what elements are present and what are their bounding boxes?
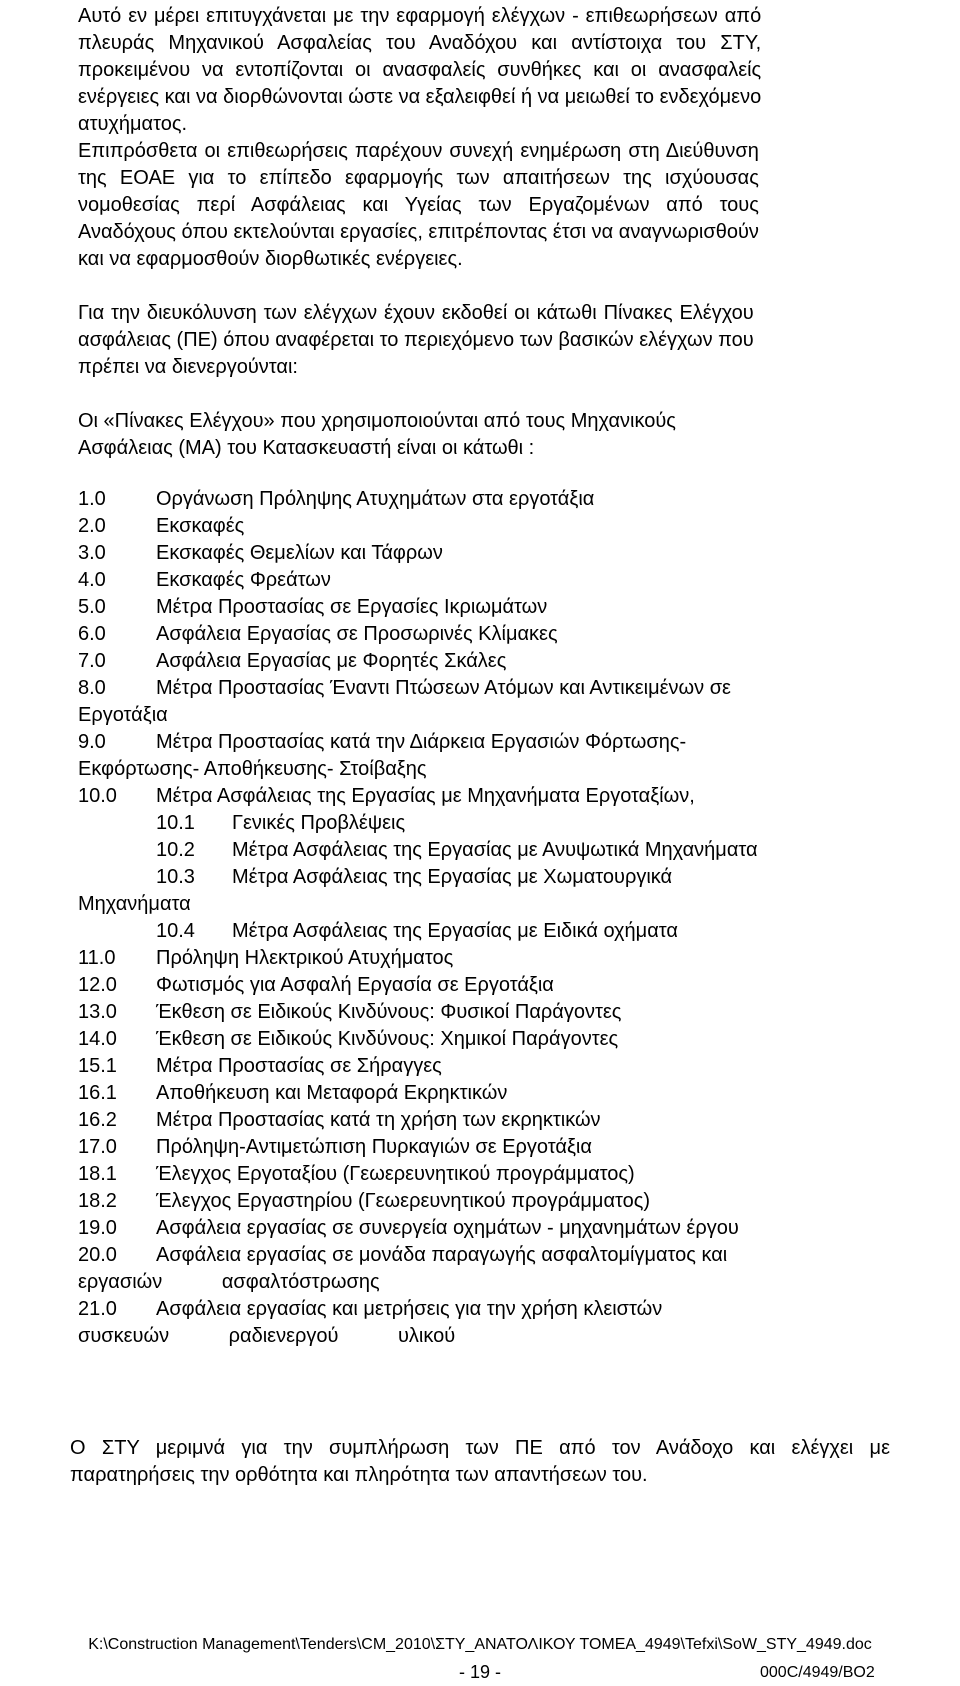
checklist-item-number: 14.0 — [78, 1028, 117, 1050]
checklist-item — [78, 594, 890, 621]
checklist-item-title: Ασφάλεια εργασίας σε συνεργεία οχημάτων - μηχανημάτων έργου — [156, 1217, 739, 1239]
checklist-item-title: Εκσκαφές Θεμελίων και Τάφρων — [156, 542, 443, 564]
checklist-item-title: Αποθήκευση και Μεταφορά Εκρηκτικών — [156, 1082, 508, 1104]
checklist-item-number: 16.2 — [78, 1109, 117, 1131]
checklist-list — [78, 486, 890, 1350]
checklist-item — [78, 972, 890, 999]
checklist-item-number: 10.4 — [156, 920, 195, 942]
checklist-item-title: Ασφάλεια εργασίας σε μονάδα παραγωγής ασφαλτομίγματος και — [156, 1244, 728, 1266]
checklist-item — [78, 1296, 890, 1323]
checklist-item-number: 8.0 — [78, 677, 106, 699]
checklist-item-title: Μέτρα Ασφάλειας της Εργασίας με Ανυψωτικά Μηχανήματα — [232, 839, 758, 861]
paragraph-line: Ασφάλειας (ΜΑ) του Κατασκευαστή είναι οι κάτωθι : — [78, 437, 535, 459]
checklist-item — [78, 486, 890, 513]
checklist-item-continuation: Εκφόρτωσης- Αποθήκευσης- Στοίβαξης — [78, 758, 427, 780]
checklist-item-title: Μέτρα Ασφάλειας της Εργασίας με Μηχανήματα Εργοταξίων, — [156, 785, 695, 807]
checklist-item-number: 10.1 — [156, 812, 195, 834]
checklist-item-title: Μέτρα Προστασίας κατά τη χρήση των εκρηκτικών — [156, 1109, 601, 1131]
paragraph-line: προκειμένου να εντοπίζονται οι ανασφαλείς συνθήκες και οι ανασφαλείς — [78, 59, 762, 81]
paragraph-line: Ο ΣΤΥ μεριμνά για την συμπλήρωση των ΠΕ από τον Ανάδοχο και ελέγχει με — [70, 1437, 890, 1459]
checklist-item-title: Μέτρα Ασφάλειας της Εργασίας με Χωματουργικά — [232, 866, 673, 888]
checklist-item-title: Έκθεση σε Ειδικούς Κινδύνους: Φυσικοί Παράγοντες — [156, 1001, 622, 1023]
checklist-item-number: 9.0 — [78, 731, 106, 753]
checklist-item-continuation: συσκευών ραδιενεργού υλικού — [78, 1325, 456, 1347]
checklist-item — [78, 837, 890, 864]
checklist-item-title: Φωτισμός για Ασφαλή Εργασία σε Εργοτάξια — [156, 974, 554, 996]
checklist-item-title: Εκσκαφές — [156, 515, 245, 537]
checklist-item-title: Ασφάλεια Εργασίας με Φορητές Σκάλες — [156, 650, 507, 672]
paragraph-line: παρατηρήσεις την ορθότητα και πληρότητα των απαντήσεων του. — [70, 1464, 648, 1486]
paragraph-sty-responsibility — [70, 1435, 890, 1489]
checklist-item-title: Ασφάλεια Εργασίας σε Προσωρινές Κλίμακες — [156, 623, 558, 645]
paragraph-line: πλευράς Μηχανικού Ασφαλείας του Αναδόχου και αντίστοιχα του ΣΤΥ, — [78, 32, 762, 54]
footer-document-code: 000C/4949/BO2 — [760, 1664, 875, 1681]
footer-file-path: K:\Construction Management\Tenders\CM_2010\ΣΤΥ_ΑΝΑΤΟΛΙΚΟΥ ΤΟΜΕΑ_4949\Tefxi\SoW_STY_4949.doc — [88, 1636, 872, 1653]
checklist-item-title: Μέτρα Προστασίας κατά την Διάρκεια Εργασιών Φόρτωσης- — [156, 731, 687, 753]
paragraph-line: της ΕΟΑΕ για το επίπεδο εφαρμογής των απαιτήσεων της ισχύουσας — [78, 167, 759, 189]
checklist-item-title: Μέτρα Προστασίας σε Σήραγγες — [156, 1055, 442, 1077]
checklist-item-number: 3.0 — [78, 542, 106, 564]
checklist-item — [78, 513, 890, 540]
paragraph-inspections-intro — [78, 3, 761, 138]
checklist-item-title: Έλεγχος Εργοταξίου (Γεωερευνητικού προγράμματος) — [156, 1163, 635, 1185]
paragraph-line: ατυχήματος. — [78, 113, 188, 135]
checklist-item-title: Έλεγχος Εργαστηρίου (Γεωερευνητικού προγράμματος) — [156, 1190, 651, 1212]
paragraph-line: πρέπει να διενεργούνται: — [78, 356, 298, 378]
paragraph-checklists-used — [78, 408, 676, 462]
checklist-item — [78, 810, 890, 837]
checklist-item-number: 7.0 — [78, 650, 106, 672]
checklist-item — [78, 1161, 890, 1188]
paragraph-checklists-issued — [78, 300, 754, 381]
checklist-item-number: 16.1 — [78, 1082, 117, 1104]
checklist-item-title: Μέτρα Προστασίας Έναντι Πτώσεων Ατόμων και Αντικειμένων σε — [156, 677, 731, 699]
checklist-item-number: 18.1 — [78, 1163, 117, 1185]
checklist-item — [78, 783, 890, 810]
checklist-item — [78, 675, 890, 702]
checklist-item-number: 18.2 — [78, 1190, 117, 1212]
checklist-item — [78, 621, 890, 648]
paragraph-line: ασφάλειας (ΠΕ) όπου αναφέρεται το περιεχόμενο των βασικών ελέγχων που — [78, 329, 754, 351]
checklist-item — [78, 1080, 890, 1107]
footer-page-number: - 19 - — [458, 1662, 501, 1682]
checklist-item-title: Ασφάλεια εργασίας και μετρήσεις για την χρήση κλειστών — [156, 1298, 663, 1320]
checklist-item-number: 6.0 — [78, 623, 106, 645]
paragraph-line: νομοθεσίας περί Ασφάλειας και Υγείας των Εργαζομένων από τους — [78, 194, 759, 216]
paragraph-line: Αυτό εν μέρει επιτυγχάνεται με την εφαρμογή ελέγχων - επιθεωρήσεων από — [78, 5, 762, 27]
checklist-item-title: Γενικές Προβλέψεις — [232, 812, 406, 834]
checklist-item-title: Μέτρα Προστασίας σε Εργασίες Ικριωμάτων — [156, 596, 548, 618]
checklist-item-number: 2.0 — [78, 515, 106, 537]
checklist-item-continuation: εργασιών ασφαλτόστρωσης — [78, 1271, 380, 1293]
checklist-item — [78, 1242, 890, 1269]
checklist-item — [78, 864, 890, 891]
checklist-item — [78, 567, 890, 594]
checklist-item-number: 4.0 — [78, 569, 106, 591]
checklist-item — [78, 540, 890, 567]
checklist-item-number: 10.3 — [156, 866, 195, 888]
paragraph-line: και να εφαρμοσθούν διορθωτικές ενέργειες. — [78, 248, 463, 270]
checklist-item — [78, 1215, 890, 1242]
checklist-item-number: 1.0 — [78, 488, 106, 510]
checklist-item — [78, 1026, 890, 1053]
paragraph-line: Οι «Πίνακες Ελέγχου» που χρησιμοποιούνται από τους Μηχανικούς — [78, 410, 676, 432]
checklist-item-title: Οργάνωση Πρόληψης Ατυχημάτων στα εργοτάξια — [156, 488, 595, 510]
checklist-item-continuation: Εργοτάξια — [78, 704, 168, 726]
paragraph-line: ενέργειες και να διορθώνονται ώστε να εξαλειφθεί ή να μειωθεί το ενδεχόμενο — [78, 86, 762, 108]
checklist-item — [78, 1134, 890, 1161]
paragraph-line: Για την διευκόλυνση των ελέγχων έχουν εκδοθεί οι κάτωθι Πίνακες Ελέγχου — [78, 302, 754, 324]
checklist-item-number: 10.2 — [156, 839, 195, 861]
checklist-item — [78, 999, 890, 1026]
checklist-item — [78, 1188, 890, 1215]
checklist-item — [78, 729, 890, 756]
checklist-item-number: 11.0 — [78, 947, 116, 969]
checklist-item-number: 21.0 — [78, 1298, 117, 1320]
checklist-item-title: Πρόληψη Ηλεκτρικού Ατυχήματος — [156, 947, 454, 969]
checklist-item-number: 20.0 — [78, 1244, 117, 1266]
checklist-item — [78, 918, 890, 945]
checklist-item-number: 10.0 — [78, 785, 117, 807]
paragraph-line: Επιπρόσθετα οι επιθεωρήσεις παρέχουν συνεχή ενημέρωση στη Διεύθυνση — [78, 140, 759, 162]
checklist-item-title: Εκσκαφές Φρεάτων — [156, 569, 331, 591]
paragraph-line: Αναδόχους όπου εκτελούνται εργασίες, επιτρέποντας έτσι να αναγνωρισθούν — [78, 221, 759, 243]
checklist-item-number: 5.0 — [78, 596, 106, 618]
checklist-item — [78, 945, 890, 972]
checklist-item — [78, 648, 890, 675]
checklist-item — [78, 1107, 890, 1134]
checklist-item-title: Έκθεση σε Ειδικούς Κινδύνους: Χημικοί Παράγοντες — [156, 1028, 619, 1050]
checklist-item-title: Μέτρα Ασφάλειας της Εργασίας με Ειδικά οχήματα — [232, 920, 678, 942]
checklist-item-number: 13.0 — [78, 1001, 117, 1023]
checklist-item-number: 17.0 — [78, 1136, 117, 1158]
paragraph-inspections-updates — [78, 138, 759, 273]
checklist-item-title: Πρόληψη-Αντιμετώπιση Πυρκαγιών σε Εργοτάξια — [156, 1136, 592, 1158]
checklist-item-number: 15.1 — [78, 1055, 117, 1077]
checklist-item — [78, 1053, 890, 1080]
checklist-item-number: 19.0 — [78, 1217, 117, 1239]
checklist-item-number: 12.0 — [78, 974, 117, 996]
checklist-item-continuation: Μηχανήματα — [78, 893, 191, 915]
